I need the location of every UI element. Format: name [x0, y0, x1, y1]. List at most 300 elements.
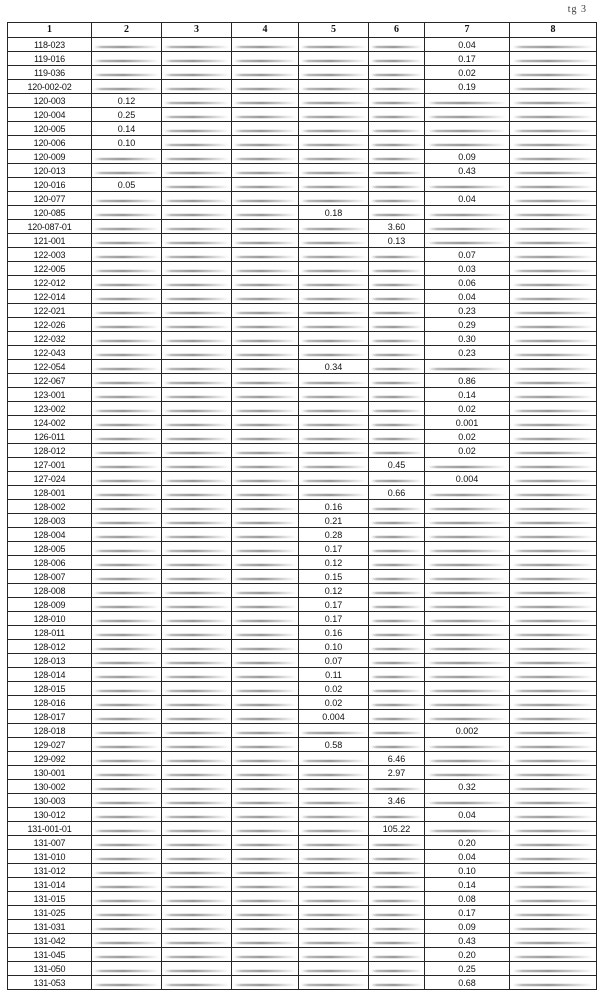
- row-value-cell: [92, 640, 162, 654]
- row-value-cell: [425, 612, 510, 626]
- row-value-cell: [299, 444, 369, 458]
- row-value-cell: [425, 640, 510, 654]
- row-value-cell: [369, 402, 425, 416]
- row-value-cell: [162, 948, 232, 962]
- row-value-cell: [92, 346, 162, 360]
- row-value-cell: [92, 570, 162, 584]
- row-value-cell: [92, 206, 162, 220]
- row-code-cell: 120-077: [8, 192, 92, 206]
- row-value-cell: [232, 94, 299, 108]
- table-row: [8, 374, 597, 388]
- row-value-cell: [510, 500, 597, 514]
- row-value-cell: [232, 346, 299, 360]
- row-value-cell: 0.25: [92, 108, 162, 122]
- table-row: [8, 122, 597, 136]
- row-value-cell: [232, 122, 299, 136]
- table-row: [8, 948, 597, 962]
- table-row: [8, 976, 597, 990]
- row-value-cell: [232, 444, 299, 458]
- table-row: [8, 528, 597, 542]
- row-value-cell: [299, 430, 369, 444]
- row-value-cell: 0.14: [425, 878, 510, 892]
- row-value-cell: [92, 430, 162, 444]
- row-value-cell: [369, 738, 425, 752]
- row-value-cell: [369, 52, 425, 66]
- row-value-cell: [299, 934, 369, 948]
- row-value-cell: [232, 850, 299, 864]
- table-row: [8, 332, 597, 346]
- row-value-cell: 2.97: [369, 766, 425, 780]
- row-value-cell: 0.29: [425, 318, 510, 332]
- row-value-cell: 0.32: [425, 780, 510, 794]
- row-code-cell: 123-001: [8, 388, 92, 402]
- row-value-cell: 0.06: [425, 276, 510, 290]
- row-value-cell: [425, 486, 510, 500]
- row-value-cell: [369, 388, 425, 402]
- row-value-cell: [369, 360, 425, 374]
- row-value-cell: [162, 724, 232, 738]
- table-row: [8, 794, 597, 808]
- row-code-cell: 131-012: [8, 864, 92, 878]
- row-value-cell: [425, 682, 510, 696]
- row-value-cell: [510, 94, 597, 108]
- row-value-cell: 0.15: [299, 570, 369, 584]
- row-value-cell: [425, 178, 510, 192]
- row-value-cell: [299, 290, 369, 304]
- row-value-cell: [369, 500, 425, 514]
- row-value-cell: [510, 598, 597, 612]
- row-value-cell: [92, 304, 162, 318]
- row-code-cell: 122-014: [8, 290, 92, 304]
- row-code-cell: 131-042: [8, 934, 92, 948]
- row-value-cell: [92, 234, 162, 248]
- row-value-cell: [369, 654, 425, 668]
- table-row: [8, 402, 597, 416]
- row-value-cell: [232, 794, 299, 808]
- row-code-cell: 130-012: [8, 808, 92, 822]
- row-value-cell: [162, 584, 232, 598]
- row-value-cell: [232, 500, 299, 514]
- row-value-cell: [232, 80, 299, 94]
- table-row: [8, 626, 597, 640]
- row-value-cell: [369, 304, 425, 318]
- row-value-cell: [299, 248, 369, 262]
- row-value-cell: [162, 752, 232, 766]
- row-code-cell: 122-005: [8, 262, 92, 276]
- row-value-cell: [162, 416, 232, 430]
- row-value-cell: 0.23: [425, 346, 510, 360]
- row-code-cell: 131-050: [8, 962, 92, 976]
- table-row: [8, 66, 597, 80]
- table-row: [8, 584, 597, 598]
- row-value-cell: [92, 892, 162, 906]
- row-value-cell: [369, 570, 425, 584]
- row-value-cell: [232, 710, 299, 724]
- row-code-cell: 128-007: [8, 570, 92, 584]
- row-value-cell: 6.46: [369, 752, 425, 766]
- table-row: [8, 416, 597, 430]
- row-value-cell: [510, 52, 597, 66]
- row-value-cell: [232, 766, 299, 780]
- row-value-cell: [369, 108, 425, 122]
- row-value-cell: [369, 374, 425, 388]
- row-value-cell: [369, 892, 425, 906]
- row-value-cell: [232, 906, 299, 920]
- row-code-cell: 128-002: [8, 500, 92, 514]
- row-value-cell: [92, 290, 162, 304]
- row-value-cell: [510, 542, 597, 556]
- row-code-cell: 122-032: [8, 332, 92, 346]
- row-value-cell: [299, 864, 369, 878]
- table-row: [8, 136, 597, 150]
- row-value-cell: [162, 192, 232, 206]
- row-value-cell: [92, 766, 162, 780]
- row-value-cell: [162, 318, 232, 332]
- row-value-cell: [510, 514, 597, 528]
- row-value-cell: [369, 528, 425, 542]
- row-value-cell: [299, 52, 369, 66]
- row-value-cell: [369, 80, 425, 94]
- row-value-cell: [510, 556, 597, 570]
- row-code-cell: 128-016: [8, 696, 92, 710]
- row-value-cell: [510, 794, 597, 808]
- row-value-cell: [162, 612, 232, 626]
- row-value-cell: [232, 388, 299, 402]
- table-row: [8, 738, 597, 752]
- table-row: [8, 500, 597, 514]
- row-code-cell: 128-012: [8, 444, 92, 458]
- row-code-cell: 120-005: [8, 122, 92, 136]
- row-value-cell: [232, 150, 299, 164]
- row-value-cell: [369, 556, 425, 570]
- row-code-cell: 127-024: [8, 472, 92, 486]
- row-value-cell: [425, 542, 510, 556]
- row-value-cell: [299, 962, 369, 976]
- table-row: [8, 444, 597, 458]
- row-code-cell: 128-005: [8, 542, 92, 556]
- table-row: [8, 696, 597, 710]
- row-value-cell: [510, 262, 597, 276]
- row-value-cell: [232, 976, 299, 990]
- column-header-4: 4: [232, 23, 299, 38]
- row-value-cell: [425, 738, 510, 752]
- row-value-cell: [510, 976, 597, 990]
- row-value-cell: [162, 710, 232, 724]
- row-value-cell: [92, 332, 162, 346]
- row-value-cell: [232, 528, 299, 542]
- row-value-cell: 0.12: [299, 584, 369, 598]
- row-value-cell: [510, 472, 597, 486]
- row-value-cell: [232, 262, 299, 276]
- table-row: [8, 38, 597, 52]
- row-value-cell: 0.34: [299, 360, 369, 374]
- row-value-cell: [92, 318, 162, 332]
- row-value-cell: 0.10: [425, 864, 510, 878]
- row-value-cell: [510, 850, 597, 864]
- row-code-cell: 131-025: [8, 906, 92, 920]
- row-value-cell: [92, 542, 162, 556]
- row-value-cell: [369, 248, 425, 262]
- row-value-cell: [92, 906, 162, 920]
- row-code-cell: 120-004: [8, 108, 92, 122]
- row-value-cell: [369, 94, 425, 108]
- row-value-cell: 0.58: [299, 738, 369, 752]
- row-value-cell: [425, 556, 510, 570]
- row-value-cell: [425, 696, 510, 710]
- row-value-cell: [232, 696, 299, 710]
- row-value-cell: [162, 248, 232, 262]
- row-value-cell: [92, 388, 162, 402]
- row-value-cell: [510, 808, 597, 822]
- row-value-cell: [369, 122, 425, 136]
- table-row: [8, 192, 597, 206]
- row-value-cell: [369, 206, 425, 220]
- row-value-cell: [299, 346, 369, 360]
- row-value-cell: [92, 976, 162, 990]
- row-code-cell: 119-036: [8, 66, 92, 80]
- row-code-cell: 128-010: [8, 612, 92, 626]
- row-value-cell: [510, 906, 597, 920]
- row-value-cell: [162, 864, 232, 878]
- table-row: [8, 388, 597, 402]
- row-value-cell: [425, 710, 510, 724]
- row-value-cell: [510, 150, 597, 164]
- table-row: [8, 94, 597, 108]
- row-value-cell: [299, 402, 369, 416]
- row-value-cell: [92, 962, 162, 976]
- row-value-cell: [162, 906, 232, 920]
- row-value-cell: [369, 178, 425, 192]
- row-code-cell: 131-053: [8, 976, 92, 990]
- row-value-cell: [299, 808, 369, 822]
- row-value-cell: [162, 458, 232, 472]
- row-code-cell: 131-007: [8, 836, 92, 850]
- row-code-cell: 128-017: [8, 710, 92, 724]
- row-value-cell: [162, 276, 232, 290]
- row-code-cell: 128-001: [8, 486, 92, 500]
- row-value-cell: [369, 332, 425, 346]
- table-row: [8, 668, 597, 682]
- row-value-cell: [510, 836, 597, 850]
- row-value-cell: [425, 360, 510, 374]
- row-value-cell: [299, 906, 369, 920]
- row-value-cell: [232, 178, 299, 192]
- row-code-cell: 120-087-01: [8, 220, 92, 234]
- row-value-cell: [92, 808, 162, 822]
- row-value-cell: [92, 38, 162, 52]
- row-value-cell: [92, 584, 162, 598]
- row-value-cell: [510, 878, 597, 892]
- row-code-cell: 128-004: [8, 528, 92, 542]
- ledger-table-container: [7, 22, 596, 990]
- row-value-cell: [92, 752, 162, 766]
- row-value-cell: [92, 500, 162, 514]
- row-code-cell: 120-002-02: [8, 80, 92, 94]
- row-value-cell: [92, 374, 162, 388]
- row-code-cell: 126-011: [8, 430, 92, 444]
- row-value-cell: 0.10: [299, 640, 369, 654]
- row-value-cell: [162, 668, 232, 682]
- row-value-cell: [425, 528, 510, 542]
- row-value-cell: [510, 486, 597, 500]
- row-code-cell: 122-012: [8, 276, 92, 290]
- row-value-cell: [425, 794, 510, 808]
- row-value-cell: [232, 612, 299, 626]
- row-value-cell: [92, 738, 162, 752]
- row-value-cell: [299, 108, 369, 122]
- row-value-cell: [369, 262, 425, 276]
- row-value-cell: 0.17: [425, 906, 510, 920]
- row-value-cell: [510, 402, 597, 416]
- row-value-cell: [299, 122, 369, 136]
- row-value-cell: 0.004: [425, 472, 510, 486]
- row-value-cell: [425, 570, 510, 584]
- row-value-cell: [162, 682, 232, 696]
- row-value-cell: [369, 416, 425, 430]
- row-value-cell: [162, 94, 232, 108]
- row-value-cell: [510, 38, 597, 52]
- row-code-cell: 128-018: [8, 724, 92, 738]
- row-value-cell: [232, 220, 299, 234]
- row-value-cell: [369, 724, 425, 738]
- row-code-cell: 120-003: [8, 94, 92, 108]
- table-row: [8, 346, 597, 360]
- row-code-cell: 124-002: [8, 416, 92, 430]
- table-row: [8, 304, 597, 318]
- row-value-cell: [162, 500, 232, 514]
- row-value-cell: [369, 836, 425, 850]
- row-value-cell: [369, 962, 425, 976]
- row-value-cell: [510, 696, 597, 710]
- row-value-cell: [232, 864, 299, 878]
- row-code-cell: 128-011: [8, 626, 92, 640]
- column-header-1: 1: [8, 23, 92, 38]
- row-value-cell: [299, 318, 369, 332]
- row-value-cell: [162, 654, 232, 668]
- row-value-cell: [162, 892, 232, 906]
- table-row: [8, 920, 597, 934]
- row-value-cell: [369, 150, 425, 164]
- table-row: [8, 248, 597, 262]
- row-value-cell: 0.07: [425, 248, 510, 262]
- row-value-cell: [162, 164, 232, 178]
- row-value-cell: [369, 808, 425, 822]
- row-value-cell: [232, 416, 299, 430]
- row-value-cell: [162, 780, 232, 794]
- row-value-cell: [369, 626, 425, 640]
- row-value-cell: [510, 724, 597, 738]
- row-value-cell: [299, 766, 369, 780]
- row-value-cell: 0.12: [299, 556, 369, 570]
- row-value-cell: [510, 388, 597, 402]
- row-value-cell: [369, 276, 425, 290]
- row-value-cell: [510, 962, 597, 976]
- row-value-cell: [369, 290, 425, 304]
- table-row: [8, 892, 597, 906]
- row-code-cell: 131-010: [8, 850, 92, 864]
- row-value-cell: [369, 906, 425, 920]
- table-row: [8, 556, 597, 570]
- row-value-cell: [92, 458, 162, 472]
- row-value-cell: [510, 710, 597, 724]
- table-row: [8, 598, 597, 612]
- row-value-cell: [92, 878, 162, 892]
- row-code-cell: 128-009: [8, 598, 92, 612]
- row-value-cell: [92, 248, 162, 262]
- row-value-cell: [232, 66, 299, 80]
- table-row: [8, 108, 597, 122]
- row-value-cell: [162, 640, 232, 654]
- row-value-cell: [299, 234, 369, 248]
- table-row: [8, 724, 597, 738]
- row-value-cell: [510, 948, 597, 962]
- table-row: [8, 612, 597, 626]
- row-value-cell: [162, 360, 232, 374]
- table-row: [8, 178, 597, 192]
- table-row: [8, 206, 597, 220]
- row-value-cell: [92, 514, 162, 528]
- row-value-cell: [92, 780, 162, 794]
- row-value-cell: [162, 374, 232, 388]
- row-value-cell: [510, 416, 597, 430]
- row-value-cell: [510, 864, 597, 878]
- row-value-cell: 0.14: [425, 388, 510, 402]
- row-value-cell: [299, 458, 369, 472]
- row-value-cell: [92, 164, 162, 178]
- row-value-cell: 0.16: [299, 626, 369, 640]
- row-value-cell: [162, 444, 232, 458]
- row-value-cell: [510, 108, 597, 122]
- row-code-cell: 123-002: [8, 402, 92, 416]
- row-value-cell: [92, 262, 162, 276]
- table-row: [8, 878, 597, 892]
- row-code-cell: 119-016: [8, 52, 92, 66]
- row-value-cell: [510, 626, 597, 640]
- row-value-cell: [425, 136, 510, 150]
- row-value-cell: [162, 150, 232, 164]
- row-value-cell: [92, 66, 162, 80]
- row-value-cell: [369, 598, 425, 612]
- row-code-cell: 120-006: [8, 136, 92, 150]
- row-value-cell: [510, 136, 597, 150]
- row-value-cell: [425, 122, 510, 136]
- row-value-cell: [232, 332, 299, 346]
- row-value-cell: [162, 556, 232, 570]
- row-value-cell: [92, 528, 162, 542]
- row-value-cell: 0.02: [425, 66, 510, 80]
- row-value-cell: [162, 234, 232, 248]
- row-value-cell: [510, 668, 597, 682]
- row-value-cell: [510, 458, 597, 472]
- row-value-cell: [232, 948, 299, 962]
- row-value-cell: [162, 66, 232, 80]
- row-value-cell: 0.02: [425, 402, 510, 416]
- row-value-cell: [232, 626, 299, 640]
- row-value-cell: [510, 738, 597, 752]
- row-value-cell: [232, 360, 299, 374]
- row-value-cell: [162, 304, 232, 318]
- table-row: [8, 640, 597, 654]
- row-value-cell: [232, 752, 299, 766]
- row-value-cell: [425, 500, 510, 514]
- row-value-cell: [162, 472, 232, 486]
- row-value-cell: [162, 836, 232, 850]
- row-code-cell: 121-001: [8, 234, 92, 248]
- row-value-cell: [162, 388, 232, 402]
- row-value-cell: 0.18: [299, 206, 369, 220]
- row-value-cell: [299, 724, 369, 738]
- row-value-cell: [162, 570, 232, 584]
